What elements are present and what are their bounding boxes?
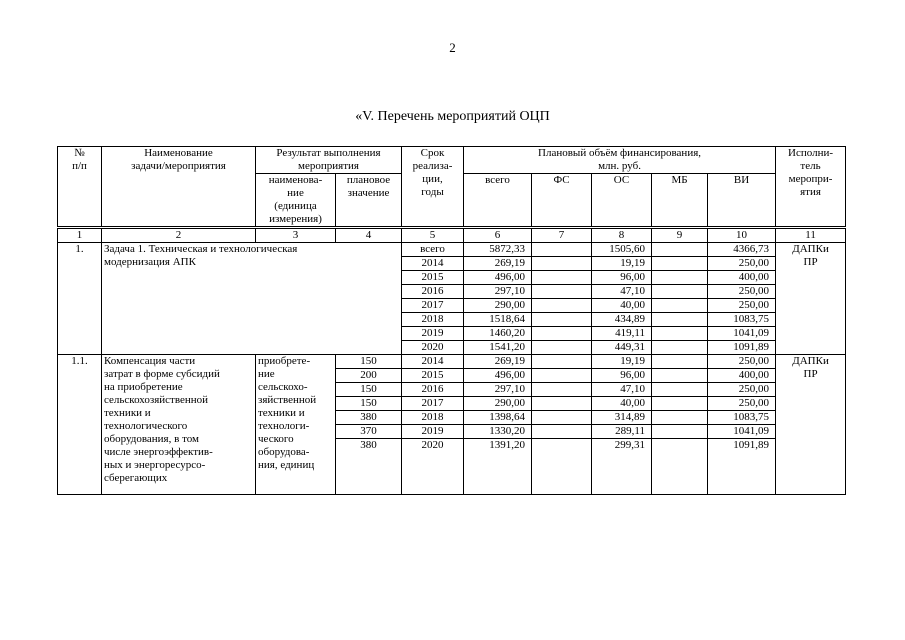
measure-row	[58, 355, 846, 369]
header-mb: МБ	[652, 174, 708, 228]
measure-name-line: ных и энергоресурсо-	[104, 459, 206, 471]
fs-cell	[532, 439, 592, 495]
fs-cell	[532, 383, 592, 397]
mb-cell	[652, 285, 708, 299]
plan-value-cell: 150	[336, 355, 402, 369]
mb-cell	[652, 411, 708, 425]
header-rp-line: значение	[347, 187, 390, 199]
col-number: 10	[708, 228, 776, 243]
total-cell: 290,00	[464, 397, 532, 411]
col-number: 6	[464, 228, 532, 243]
header-exec-line: Исполни-	[788, 147, 834, 159]
os-cell: 47,10	[592, 383, 652, 397]
header-result-name	[256, 174, 336, 228]
vi-cell: 1041,09	[708, 327, 776, 341]
year-cell: 2018	[402, 411, 464, 425]
vi-cell: 250,00	[708, 257, 776, 271]
fs-cell	[532, 341, 592, 355]
fs-cell	[532, 313, 592, 327]
os-cell: 96,00	[592, 369, 652, 383]
fs-cell	[532, 411, 592, 425]
os-cell: 299,31	[592, 439, 652, 495]
year-cell: 2020	[402, 439, 464, 495]
col-number: 5	[402, 228, 464, 243]
total-cell: 297,10	[464, 285, 532, 299]
header-result-line: Результат выполнения	[276, 147, 381, 159]
plan-value-cell: 370	[336, 425, 402, 439]
col-number: 9	[652, 228, 708, 243]
os-cell: 19,19	[592, 355, 652, 369]
vi-cell: 4366,73	[708, 243, 776, 257]
fs-cell	[532, 369, 592, 383]
os-cell: 419,11	[592, 327, 652, 341]
fs-cell	[532, 397, 592, 411]
header-num-line: №	[74, 147, 85, 159]
measure-name-line: Компенсация части	[104, 355, 196, 367]
task-executor	[776, 243, 846, 355]
os-cell: 40,00	[592, 397, 652, 411]
total-cell: 1330,20	[464, 425, 532, 439]
measure-executor	[776, 355, 846, 495]
task-name-line: Задача 1. Техническая и технологическая	[104, 243, 298, 255]
mb-cell	[652, 397, 708, 411]
os-cell: 1505,60	[592, 243, 652, 257]
header-rn-line: измерения)	[269, 213, 322, 225]
measure-number: 1.1.	[58, 355, 102, 495]
document-title: «V. Перечень мероприятий ОЦП	[355, 109, 550, 124]
mb-cell	[652, 313, 708, 327]
measure-result-name-line: оборудова-	[258, 446, 310, 458]
fs-cell	[532, 355, 592, 369]
vi-cell: 400,00	[708, 271, 776, 285]
task-executor-line: ПР	[803, 256, 818, 268]
header-vi: ВИ	[708, 174, 776, 228]
os-cell: 96,00	[592, 271, 652, 285]
col-number: 1	[58, 228, 102, 243]
measure-executor-line: ДАПКи	[792, 355, 829, 367]
measure-name-line: техники и	[104, 407, 151, 419]
vi-cell: 250,00	[708, 299, 776, 313]
mb-cell	[652, 299, 708, 313]
measure-result-name-line: технологи-	[258, 420, 310, 432]
total-cell: 1398,64	[464, 411, 532, 425]
header-name-line: задачи/мероприятия	[131, 160, 226, 172]
measure-name	[102, 355, 256, 495]
vi-cell: 400,00	[708, 369, 776, 383]
fs-cell	[532, 299, 592, 313]
fs-cell	[532, 243, 592, 257]
fs-cell	[532, 271, 592, 285]
vi-cell: 250,00	[708, 285, 776, 299]
task-executor-line: ДАПКи	[792, 243, 829, 255]
task-number: 1.	[58, 243, 102, 355]
total-cell: 297,10	[464, 383, 532, 397]
col-number: 7	[532, 228, 592, 243]
measure-name-line: сберегающих	[104, 472, 168, 484]
plan-value-cell: 380	[336, 411, 402, 425]
year-cell: 2020	[402, 341, 464, 355]
total-cell: 269,19	[464, 355, 532, 369]
vi-cell: 1083,75	[708, 411, 776, 425]
mb-cell	[652, 257, 708, 271]
mb-cell	[652, 327, 708, 341]
os-cell: 19,19	[592, 257, 652, 271]
header-total: всего	[464, 174, 532, 228]
os-cell: 40,00	[592, 299, 652, 313]
os-cell: 434,89	[592, 313, 652, 327]
mb-cell	[652, 341, 708, 355]
task-row	[58, 243, 846, 257]
year-cell: 2016	[402, 285, 464, 299]
measure-result-name-line: приобрете-	[258, 355, 311, 367]
year-cell: 2015	[402, 271, 464, 285]
measure-result-name-line: ния, единиц	[258, 459, 315, 471]
mb-cell	[652, 425, 708, 439]
year-cell: 2017	[402, 397, 464, 411]
header-num-line: п/п	[72, 160, 87, 172]
table-body	[58, 147, 846, 495]
measure-result-name-line: зяйственной	[258, 394, 317, 406]
vi-cell: 1091,89	[708, 341, 776, 355]
header-funding	[464, 147, 776, 174]
header-result-plan	[336, 174, 402, 228]
header-result-line: мероприятия	[298, 160, 359, 172]
year-cell: 2014	[402, 355, 464, 369]
plan-value-cell: 200	[336, 369, 402, 383]
mb-cell	[652, 271, 708, 285]
header-funding-line: Плановый объём финансирования,	[538, 147, 702, 159]
fs-cell	[532, 425, 592, 439]
measure-executor-line: ПР	[803, 368, 818, 380]
col-number: 4	[336, 228, 402, 243]
measure-name-line: на приобретение	[104, 381, 183, 393]
header-term-line: годы	[421, 186, 444, 198]
measure-result-name	[256, 355, 336, 495]
page-number: 2	[449, 40, 456, 55]
year-cell: 2015	[402, 369, 464, 383]
header-row	[58, 147, 846, 174]
year-cell: 2016	[402, 383, 464, 397]
mb-cell	[652, 243, 708, 257]
header-term-line: ции,	[422, 173, 443, 185]
header-term-line: Срок	[420, 147, 445, 159]
total-cell: 1460,20	[464, 327, 532, 341]
total-cell: 496,00	[464, 369, 532, 383]
measure-name-line: сельскохозяйственной	[104, 394, 209, 406]
header-rn-line: наименова-	[268, 174, 323, 186]
mb-cell	[652, 383, 708, 397]
header-rn-line: (единица	[274, 200, 317, 212]
vi-cell: 250,00	[708, 383, 776, 397]
header-funding-line: млн. руб.	[598, 160, 641, 172]
vi-cell: 250,00	[708, 397, 776, 411]
total-cell: 1391,20	[464, 439, 532, 495]
header-name	[102, 147, 256, 228]
total-cell: 290,00	[464, 299, 532, 313]
header-fs: ФС	[532, 174, 592, 228]
column-number-row	[58, 228, 846, 243]
measure-result-name-line: ческого	[258, 433, 294, 445]
vi-cell: 1041,09	[708, 425, 776, 439]
year-cell: 2019	[402, 425, 464, 439]
header-rp-line: плановое	[346, 174, 391, 186]
year-cell: 2017	[402, 299, 464, 313]
fs-cell	[532, 257, 592, 271]
header-exec-line: ятия	[800, 186, 821, 198]
fs-cell	[532, 327, 592, 341]
measures-table	[57, 146, 846, 495]
col-number: 11	[776, 228, 846, 243]
measure-result-name-line: сельскохо-	[258, 381, 308, 393]
year-cell: 2014	[402, 257, 464, 271]
year-cell: всего	[402, 243, 464, 257]
total-cell: 5872,33	[464, 243, 532, 257]
header-executor	[776, 147, 846, 228]
task-name-line: модернизация АПК	[104, 256, 196, 268]
measure-name-line: числе энергоэффектив-	[104, 446, 213, 458]
measure-result-name-line: ние	[258, 368, 275, 380]
header-term-line: реализа-	[412, 160, 453, 172]
measure-result-name-line: техники и	[258, 407, 305, 419]
mb-cell	[652, 369, 708, 383]
os-cell: 289,11	[592, 425, 652, 439]
total-cell: 269,19	[464, 257, 532, 271]
header-result	[256, 147, 402, 174]
vi-cell: 1083,75	[708, 313, 776, 327]
header-name-line: Наименование	[144, 147, 213, 159]
os-cell: 449,31	[592, 341, 652, 355]
header-exec-line: меропри-	[788, 173, 833, 185]
fs-cell	[532, 285, 592, 299]
col-number: 8	[592, 228, 652, 243]
total-cell: 496,00	[464, 271, 532, 285]
header-exec-line: тель	[800, 160, 821, 172]
measure-name-line: оборудования, в том	[104, 433, 199, 445]
plan-value-cell: 150	[336, 383, 402, 397]
total-cell: 1518,64	[464, 313, 532, 327]
os-cell: 314,89	[592, 411, 652, 425]
year-cell: 2018	[402, 313, 464, 327]
vi-cell: 1091,89	[708, 439, 776, 495]
plan-value-cell: 150	[336, 397, 402, 411]
col-number: 2	[102, 228, 256, 243]
header-num	[58, 147, 102, 228]
header-os: ОС	[592, 174, 652, 228]
header-term	[402, 147, 464, 228]
total-cell: 1541,20	[464, 341, 532, 355]
os-cell: 47,10	[592, 285, 652, 299]
year-cell: 2019	[402, 327, 464, 341]
measure-name-line: затрат в форме субсидий	[104, 368, 220, 380]
mb-cell	[652, 355, 708, 369]
plan-value-cell: 380	[336, 439, 402, 495]
measure-name-line: технологического	[104, 420, 188, 432]
vi-cell: 250,00	[708, 355, 776, 369]
mb-cell	[652, 439, 708, 495]
header-rn-line: ние	[287, 187, 304, 199]
task-name	[102, 243, 402, 355]
col-number: 3	[256, 228, 336, 243]
